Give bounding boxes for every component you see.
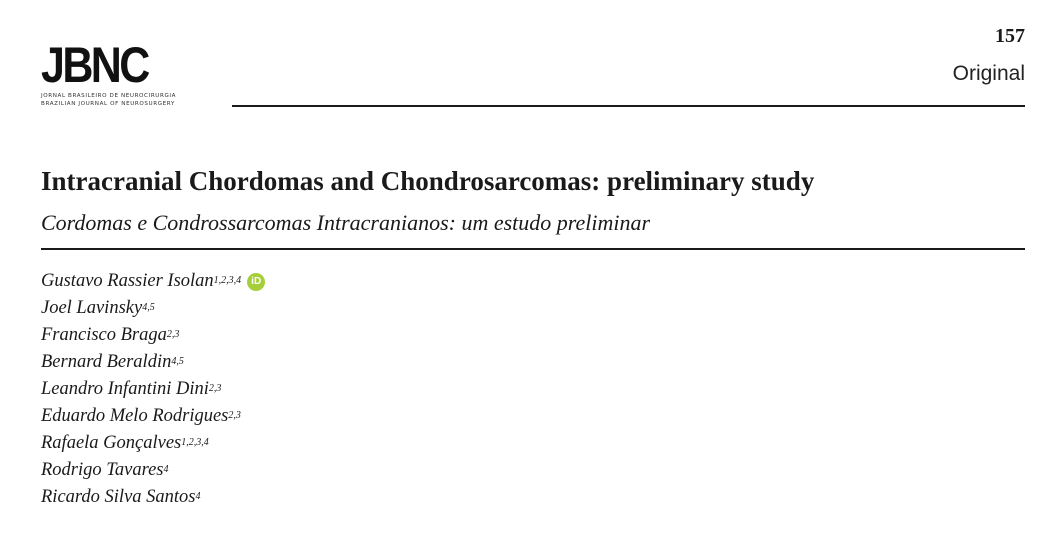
- header-divider: [232, 105, 1025, 107]
- article-title: Intracranial Chordomas and Chondrosarcomas: preliminary study: [41, 166, 815, 196]
- author-name: Eduardo Melo Rodrigues: [41, 406, 229, 426]
- author-item: Rodrigo Tavares $^4$: [41, 457, 265, 484]
- author-item: Francisco Braga $^{2,3}$: [41, 322, 265, 349]
- author-name: Bernard Beraldin: [41, 352, 172, 372]
- article-type-label: Original: [952, 62, 1025, 85]
- author-item: Gustavo Rassier Isolan $^{1,2,3,4}$ iD: [41, 268, 265, 295]
- author-item: Eduardo Melo Rodrigues $^{2,3}$: [41, 403, 265, 430]
- author-name: Leandro Infantini Dini: [41, 379, 209, 399]
- author-item: Joel Lavinsky $^{4,5}$: [41, 295, 265, 322]
- title-divider: [41, 248, 1025, 250]
- author-name: Joel Lavinsky: [41, 298, 143, 318]
- article-subtitle: Cordomas e Condrossarcomas Intracranianos: um estudo preliminar: [41, 210, 651, 235]
- author-name: Rodrigo Tavares: [41, 460, 164, 480]
- journal-name-english: BRAZILIAN JOURNAL OF NEUROSURGERY: [41, 101, 175, 107]
- author-item: Ricardo Silva Santos $^4$: [41, 484, 265, 511]
- author-item: Bernard Beraldin $^{4,5}$: [41, 349, 265, 376]
- author-list: [41, 268, 265, 511]
- author-item: Leandro Infantini Dini $^{2,3}$: [41, 376, 265, 403]
- page-number: 157: [995, 25, 1025, 47]
- author-name: Ricardo Silva Santos: [41, 487, 196, 507]
- journal-logo-mark: JBNC: [41, 37, 148, 93]
- author-name: Gustavo Rassier Isolan: [41, 271, 214, 291]
- journal-logo: [41, 37, 177, 108]
- journal-name-portuguese: JORNAL BRASILEIRO DE NEUROCIRURGIA: [41, 93, 177, 99]
- author-name: Rafaela Gonçalves: [41, 433, 182, 453]
- author-item: Rafaela Gonçalves $^{1,2,3,4}$: [41, 430, 265, 457]
- author-name: Francisco Braga: [41, 325, 167, 345]
- orcid-icon[interactable]: iD: [247, 273, 265, 291]
